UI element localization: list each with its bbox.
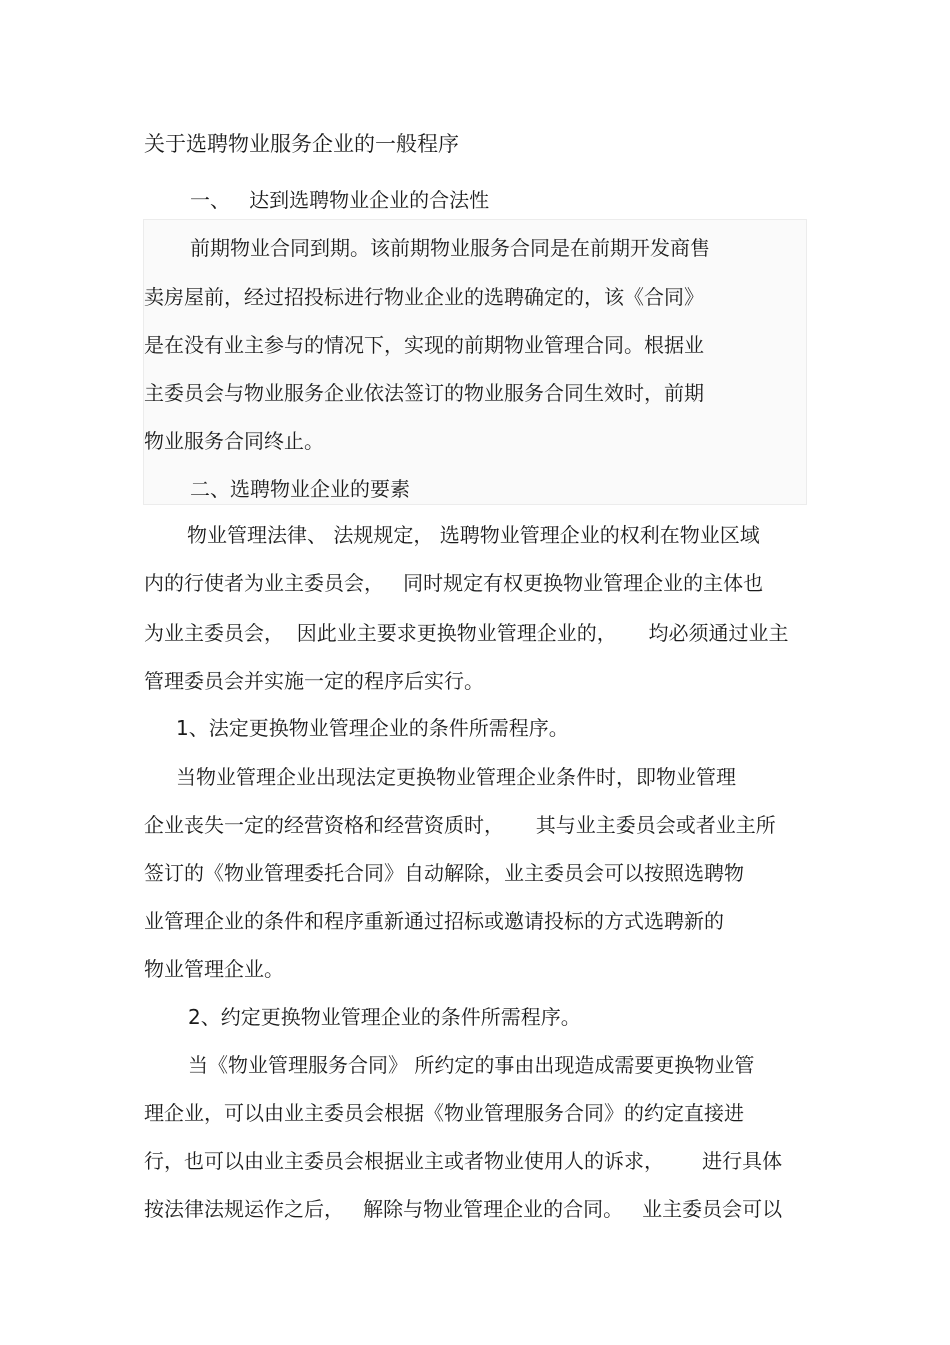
paragraph-line: 当物业管理企业出现法定更换物业管理企业条件时，即物业管理 [176,765,736,789]
paragraph-line: 物业管理企业。 [144,957,284,981]
paragraph-line: 内的行使者为业主委员会， 同时规定有权更换物业管理企业的主体也 [144,571,764,595]
paragraph-line: 按法律法规运作之后， 解除与物业管理企业的合同。 业主委员会可以 [144,1197,783,1221]
paragraph-line: 理企业，可以由业主委员会根据《物业管理服务合同》的约定直接进 [144,1101,744,1125]
paragraph-line: 行，也可以由业主委员会根据业主或者物业使用人的诉求， 进行具体 [144,1149,783,1173]
highlighted-block [143,219,807,505]
block-line: 前期物业合同到期。该前期物业服务合同是在前期开发商售 [190,236,710,260]
section-heading-1: 一、 达到选聘物业企业的合法性 [190,188,490,212]
block-line: 物业服务合同终止。 [144,429,324,453]
block-line: 主委员会与物业服务企业依法签订的物业服务合同生效时，前期 [144,381,704,405]
list-item-1: 1、法定更换物业管理企业的条件所需程序。 [176,716,569,740]
paragraph-line: 物业管理法律、 法规规定， 选聘物业管理企业的权利在物业区域 [187,523,760,547]
paragraph-line: 当《物业管理服务合同》 所约定的事由出现造成需要更换物业管 [188,1053,755,1077]
paragraph-line: 管理委员会并实施一定的程序后实行。 [144,669,484,693]
paragraph-line: 企业丧失一定的经营资格和经营资质时， 其与业主委员会或者业主所 [144,813,776,837]
section-heading-2: 二、选聘物业企业的要素 [190,477,410,501]
paragraph-line: 签订的《物业管理委托合同》自动解除，业主委员会可以按照选聘物 [144,861,744,885]
paragraph-line: 业管理企业的条件和程序重新通过招标或邀请投标的方式选聘新的 [144,909,724,933]
paragraph-line: 为业主委员会， 因此业主要求更换物业管理企业的， 均必须通过业主 [144,621,789,645]
block-line: 卖房屋前，经过招投标进行物业企业的选聘确定的，该《合同》 [144,285,704,309]
block-line: 是在没有业主参与的情况下，实现的前期物业管理合同。根据业 [144,333,704,357]
page-title: 关于选聘物业服务企业的一般程序 [144,132,459,156]
list-item-2: 2、约定更换物业管理企业的条件所需程序。 [188,1005,581,1029]
